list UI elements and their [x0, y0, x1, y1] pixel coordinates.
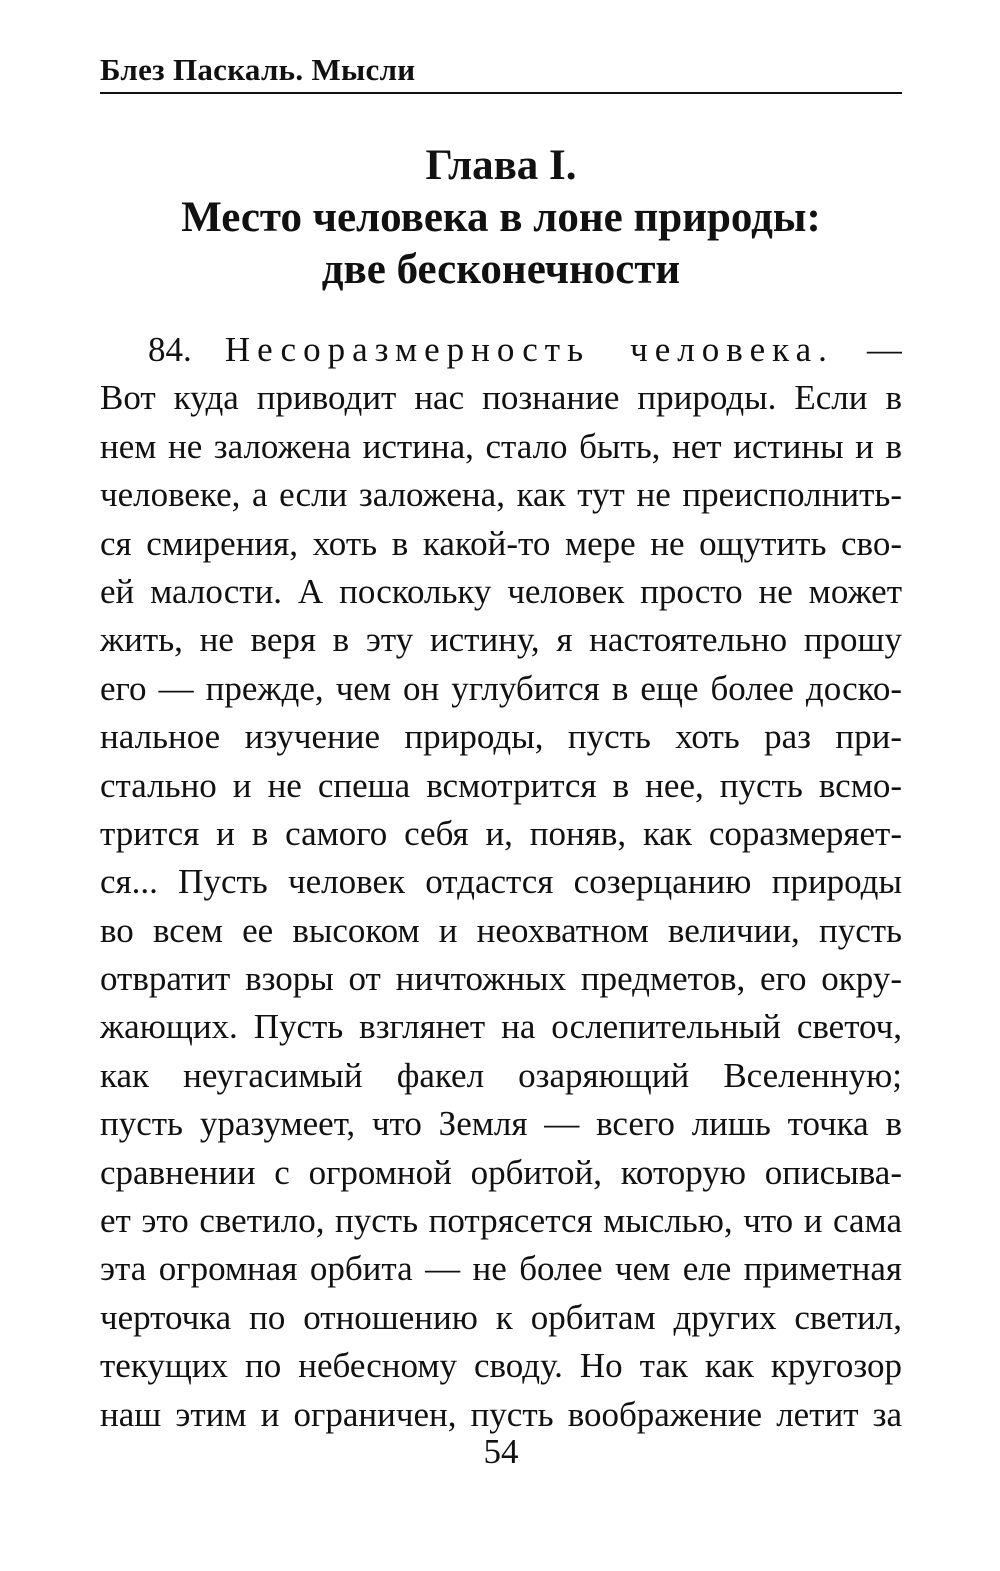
- text-line: эта огромная орбита — не более чем еле приметная: [100, 1249, 902, 1289]
- chapter-title-line: Глава I.: [425, 142, 577, 189]
- chapter-title-line: две бесконечности: [321, 246, 681, 293]
- fragment-number: 84.: [148, 330, 192, 369]
- text-line: черточка по отношению к орбитам других светил,: [100, 1297, 902, 1337]
- text-line: наш этим и ограничен, пусть воображение летит за: [100, 1394, 902, 1434]
- text-line: во всем ее высоком и неохватном величии, пусть: [100, 910, 902, 950]
- text-line: пусть уразумеет, что Земля — всего лишь точка в: [100, 1104, 902, 1144]
- text-line: ся... Пусть человек отдастся созерцанию природы: [100, 862, 902, 902]
- text-line: как неугасимый факел озаряющий Вселенную;: [100, 1055, 902, 1095]
- text-line: жающих. Пусть взглянет на ослепительный светоч,: [100, 1007, 902, 1047]
- text-line: жить, не веря в эту истину, я настоятельно прошу: [100, 620, 902, 660]
- chapter-title-line: Место человека в лоне природы:: [181, 194, 821, 241]
- text-line: стально и не спеша всмотрится в нее, пусть всмо-: [100, 765, 902, 805]
- fragment-heading: Несоразмерность человека.: [224, 330, 834, 369]
- text-line: Вот куда приводит нас познание природы. Если в: [100, 378, 902, 418]
- running-header: Блез Паскаль. Мысли: [100, 52, 416, 87]
- fragment-heading-line: [100, 326, 902, 374]
- fragment-dash: —: [867, 330, 902, 369]
- text-line: ся смирения, хоть в какой-то мере не ощутить сво-: [100, 523, 902, 563]
- text-line: нем не заложена истина, стало быть, нет истины и в: [100, 426, 902, 466]
- text-line: текущих по небесному своду. Но так как кругозор: [100, 1346, 902, 1386]
- body-text: [100, 326, 902, 1439]
- text-line: ет это светило, пусть потрясется мыслью, что и сама: [100, 1201, 902, 1241]
- text-line: ей малости. А поскольку человек просто не может: [100, 571, 902, 611]
- header-rule: [100, 92, 902, 94]
- chapter-title: [100, 140, 902, 296]
- text-line: отвратит взоры от ничтожных предметов, его окру-: [100, 959, 902, 999]
- text-line: его — прежде, чем он углубится в еще более доско-: [100, 668, 902, 708]
- text-line: сравнении с огромной орбитой, которую описыва-: [100, 1152, 902, 1192]
- page-number: 54: [483, 1432, 519, 1471]
- text-line: трится и в самого себя и, поняв, как соразмеряет-: [100, 813, 902, 853]
- text-line: нальное изучение природы, пусть хоть раз при-: [100, 717, 902, 757]
- text-line: человеке, а если заложена, как тут не преисполнить-: [100, 475, 902, 515]
